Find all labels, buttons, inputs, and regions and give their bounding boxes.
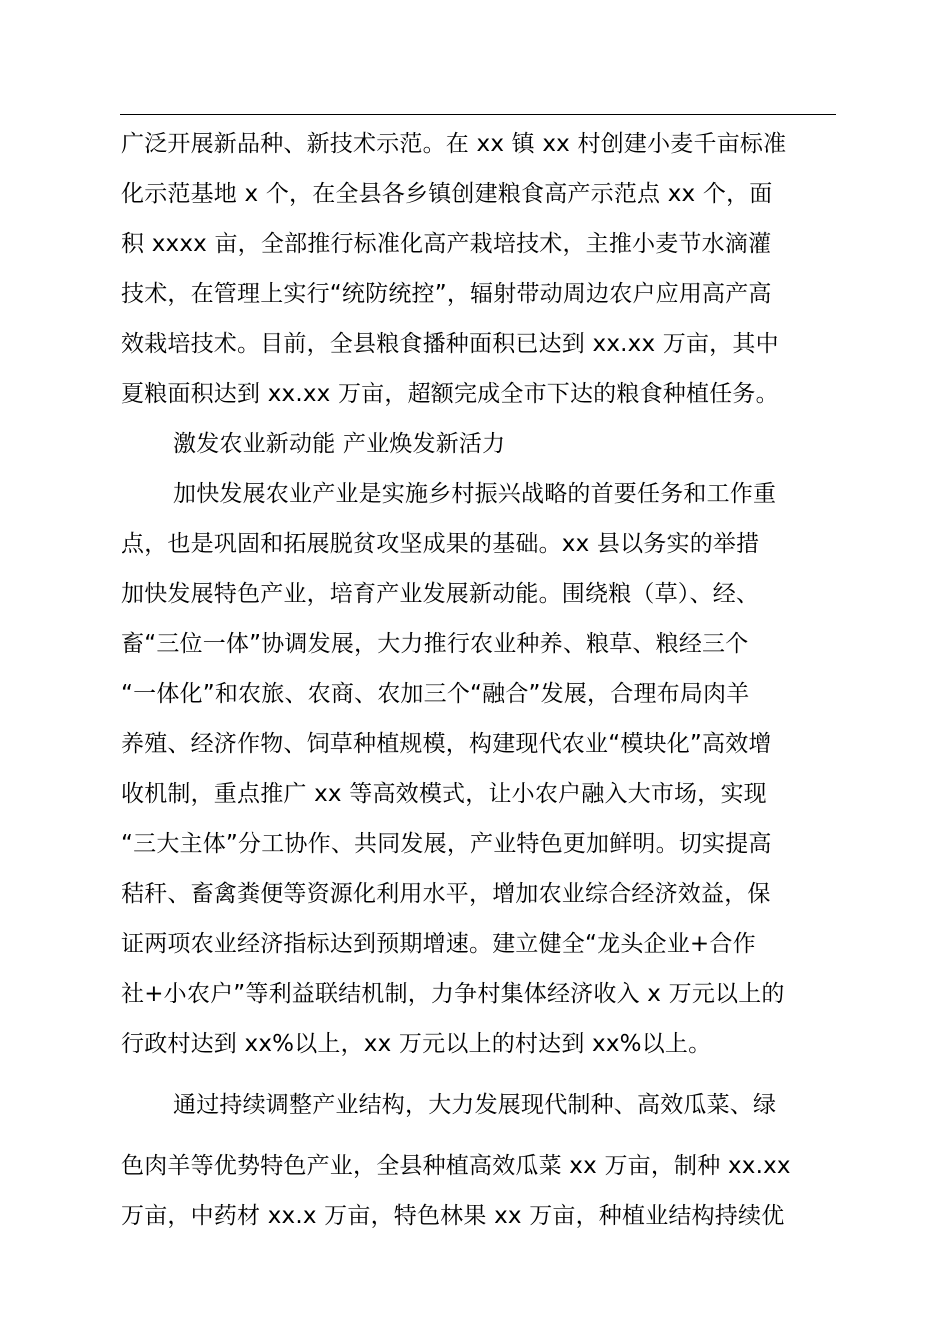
text-line: 万亩，中药材 xx.x 万亩，特色林果 xx 万亩，种植业结构持续优 bbox=[121, 1203, 785, 1229]
text-line: 秸秆、畜禽粪便等资源化利用水平，增加农业综合经济效益，保 bbox=[121, 881, 771, 907]
text-line: 收机制，重点推广 xx 等高效模式，让小农户融入大市场，实现 bbox=[121, 781, 767, 807]
text-line: 畜“三位一体”协调发展，大力推行农业种养、粮草、粮经三个 bbox=[121, 631, 749, 657]
text-line: 证两项农业经济指标达到预期增速。建立健全“龙头企业+合作 bbox=[121, 931, 756, 957]
text-line: 色肉羊等优势特色产业，全县种植高效瓜菜 xx 万亩，制种 xx.xx bbox=[121, 1153, 791, 1179]
text-line: 夏粮面积达到 xx.xx 万亩，超额完成全市下达的粮食种植任务。 bbox=[121, 381, 779, 407]
text-line: 加快发展特色产业，培育产业发展新动能。围绕粮（草）、经、 bbox=[121, 581, 760, 607]
text-line: 技术，在管理上实行“统防统控”，辐射带动周边农户应用高产高 bbox=[121, 281, 772, 307]
body-text bbox=[121, 119, 837, 1241]
text-line: 效栽培技术。目前，全县粮食播种面积已达到 xx.xx 万亩，其中 bbox=[121, 331, 779, 357]
text-line: 广泛开展新品种、新技术示范。在 xx 镇 xx 村创建小麦千亩标准 bbox=[121, 131, 787, 157]
header-rule bbox=[120, 114, 836, 115]
text-line: 点，也是巩固和拓展脱贫攻坚成果的基础。xx 县以务实的举措 bbox=[121, 531, 760, 557]
paragraph-first-line: 加快发展农业产业是实施乡村振兴战略的首要任务和工作重 bbox=[173, 481, 777, 507]
text-line: 行政村达到 xx%以上，xx 万元以上的村达到 xx%以上。 bbox=[121, 1031, 712, 1057]
text-line: “三大主体”分工协作、共同发展，产业特色更加鲜明。切实提高 bbox=[121, 831, 772, 857]
paragraph-first-line: 通过持续调整产业结构，大力发展现代制种、高效瓜菜、绿 bbox=[173, 1092, 777, 1118]
text-line: 养殖、经济作物、饲草种植规模，构建现代农业“模块化”高效增 bbox=[121, 731, 772, 757]
section-heading: 激发农业新动能 产业焕发新活力 bbox=[173, 431, 506, 457]
text-line: 化示范基地 x 个，在全县各乡镇创建粮食高产示范点 xx 个，面 bbox=[121, 181, 773, 207]
text-line: 积 xxxx 亩，全部推行标准化高产栽培技术，主推小麦节水滴灌 bbox=[121, 231, 772, 257]
text-line: 社+小农户”等利益联结机制，力争村集体经济收入 x 万元以上的 bbox=[121, 981, 785, 1007]
text-line: “一体化”和农旅、农商、农加三个“融合”发展，合理布局肉羊 bbox=[121, 681, 750, 707]
